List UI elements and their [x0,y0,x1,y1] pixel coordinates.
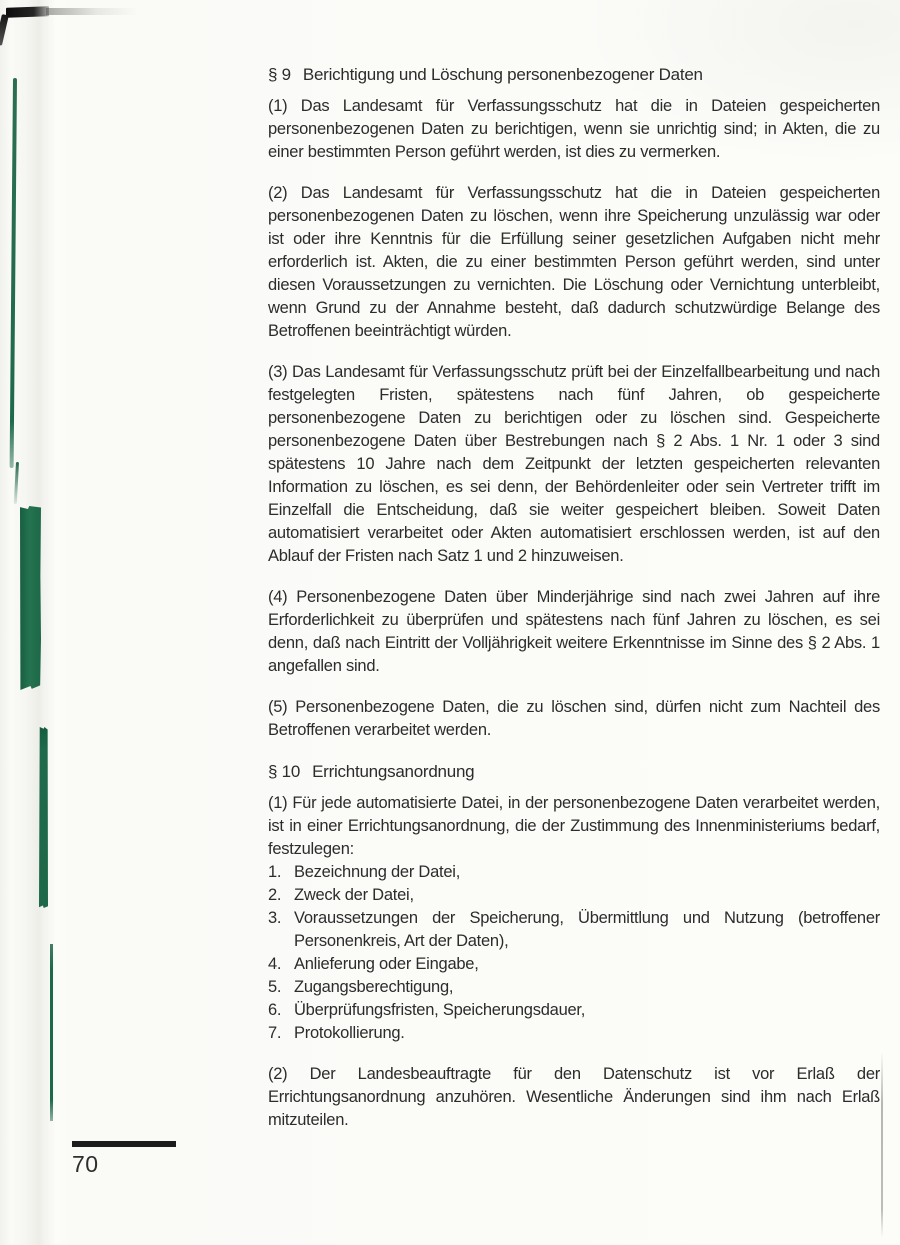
page-number: 70 [72,1151,99,1177]
paragraph-9-1: (1) Das Landesamt für Verfassungsschutz hat die in Dateien gespeicherten personenbezogenen Daten zu berichtigen, wenn sie unrichtig sind; in Akten, die zu einer bestimmten Person geführt werden, ist dies zu vermerken. [268,97,880,161]
paragraph-9-2: (2) Das Landesamt für Verfassungsschutz hat die in Dateien gespeicherten personenbezogenen Daten zu löschen, wenn ihre Speicherung unzulässig war oder ist oder ihre Kenntnis für die Erfüllung seiner gesetzlichen Aufgaben nicht mehr erforderlich ist. Akten, die zu einer bestimmten Person geführt werden, sind unter diesen Voraussetzungen zu vernichten. Die Löschung oder Vernichtung unterbleibt, wenn Grund zu der Annahme besteht, daß dadurch schutzwürdige Belange des Betroffenen beeinträchtigt würden. [268,184,880,340]
section-9-title: Berichtigung und Löschung personenbezogener Daten [302,65,703,84]
page-gutter [0,0,70,1245]
section-10 [268,760,880,1132]
list-item-number: 2. [268,886,282,904]
list-item [268,884,880,907]
paragraph-9-3: (3) Das Landesamt für Verfassungsschutz prüft bei der Einzelfallbearbeitung und nach festgelegten Fristen, spätestens nach fünf Jahren, ob gespeicherte personenbezogene Daten zu berichtigen oder zu löschen sind. Gespeicherte personenbezogene Daten über Bestrebungen nach § 2 Abs. 1 Nr. 1 oder 3 sind spätestens 10 Jahre nach dem Zeitpunkt der letzten gespeicherten relevanten Information zu löschen, es sei denn, der Behördenleiter oder sein Vertreter trifft im Einzelfall die Entscheidung, daß sie weiter gespeichert bleiben. Soweit Daten automatisiert verarbeitet oder Akten automatisiert erschlossen werden, ist auf den Ablauf der Fristen nach Satz 1 und 2 hinzuweisen. [268,363,880,565]
list-item-text: Zweck der Datei, [294,886,414,904]
list-item-number: 3. [268,909,282,927]
binding-mark-green-medium [39,727,48,908]
list-item [268,976,880,999]
paragraph-10-1: (1) Für jede automatisierte Datei, in der personenbezogene Daten verarbeitet werden, ist in einer Errichtungsanordnung, die der Zustimmung des Innenministeriums bedarf, festzulegen: [268,794,880,858]
list-item [268,1022,880,1045]
binding-mark-green-thick [20,506,41,690]
section-9 [268,63,880,742]
list-item-number: 6. [268,1001,282,1019]
page-edge-shadow [881,1052,883,1237]
paragraph-9-5: (5) Personenbezogene Daten, die zu löschen sind, dürfen nicht zum Nachteil des Betroffenen verarbeitet werden. [268,698,880,739]
footer-rule [72,1141,176,1147]
list-item-text: Überprüfungsfristen, Speicherungsdauer, [294,1001,586,1019]
list-item-number: 4. [268,955,282,973]
binding-mark-green-thin-upper-tail [14,462,19,504]
binding-mark-green-thin-upper [10,78,17,468]
errichtungsanordnung-list [268,861,880,1045]
list-item-number: 7. [268,1024,282,1042]
list-item-text: Protokollierung. [294,1024,405,1042]
paragraph-10-2: (2) Der Landesbeauftragte für den Datenschutz ist vor Erlaß der Errichtungsanordnung anzuhören. Wesentliche Änderungen sind ihm nach Erlaß mitzuteilen. [268,1065,880,1129]
scan-artifact-top-bar [6,6,49,18]
document-text-column [268,63,880,1150]
scan-artifact-corner-wedge [0,14,9,46]
list-item [268,953,880,976]
section-9-heading [268,63,880,86]
list-item-text: Anlieferung oder Eingabe, [294,955,479,973]
section-10-marker: § 10 [268,762,301,781]
list-item [268,861,880,884]
list-item-number: 1. [268,863,282,881]
list-item [268,907,880,953]
list-item-number: 5. [268,978,282,996]
paragraph-9-4: (4) Personenbezogene Daten über Minderjährige sind nach zwei Jahren auf ihre Erforderlichkeit zu überprüfen und spätestens nach fünf Jahren zu löschen, es sei denn, daß nach Eintritt der Volljährigkeit weitere Erkenntnisse im Sinne des § 2 Abs. 1 angefallen sind. [268,588,880,675]
section-10-title: Errichtungsanordnung [312,762,475,781]
binding-mark-green-thin-lower [50,944,53,1121]
list-item [268,999,880,1022]
section-9-marker: § 9 [268,65,291,84]
scan-artifact-top-smudge [46,8,138,15]
list-item-text: Voraussetzungen der Speicherung, Übermittlung und Nutzung (betroffener Personenkreis, Art der Daten), [294,909,880,950]
list-item-text: Zugangsberechtigung, [294,978,454,996]
section-10-heading [268,760,880,783]
list-item-text: Bezeichnung der Datei, [294,863,461,881]
